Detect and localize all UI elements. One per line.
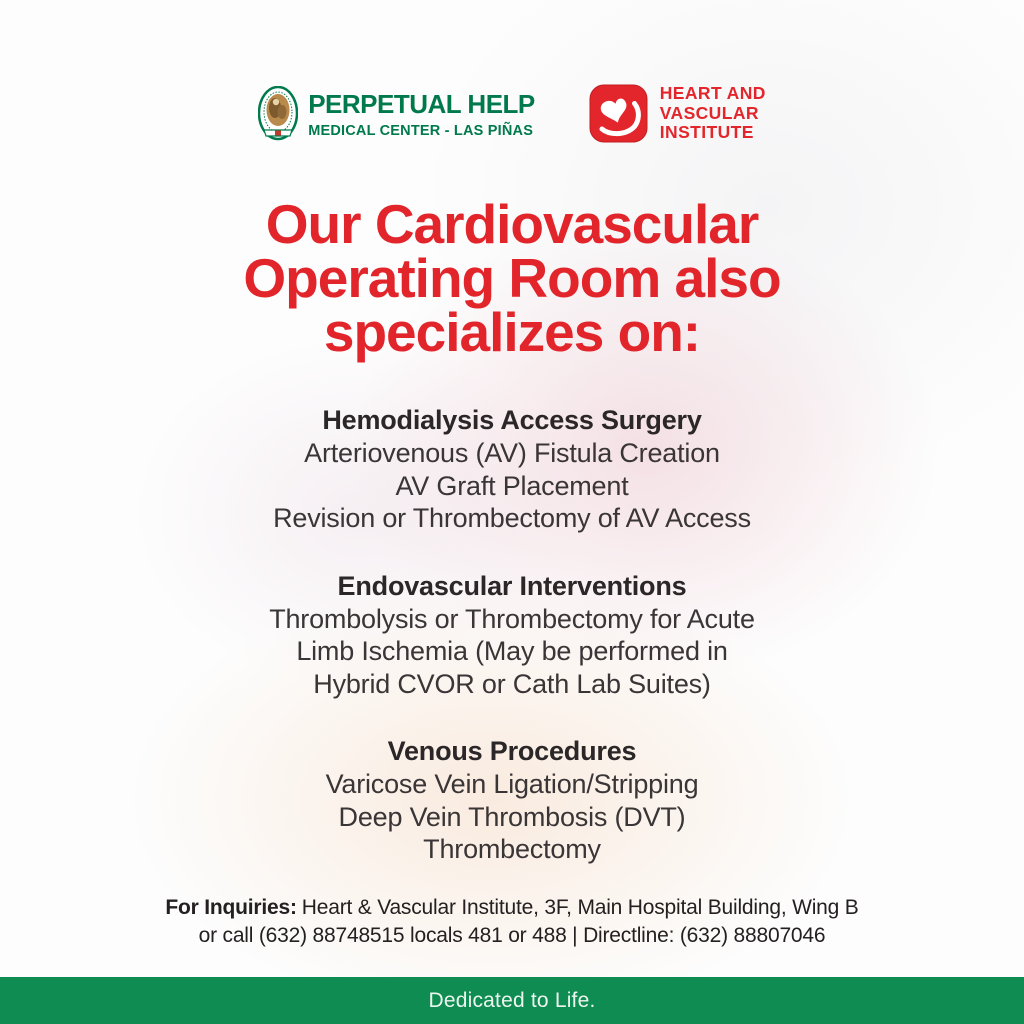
- headline-line: Operating Room also: [243, 247, 781, 309]
- heart-vascular-logo: [589, 84, 766, 143]
- inquiries-label: For Inquiries:: [165, 896, 297, 919]
- heart-vascular-logo-text: [660, 84, 766, 143]
- headline-line: specializes on:: [323, 301, 701, 363]
- perpetual-help-subtitle: MEDICAL CENTER - LAS PIÑAS: [308, 122, 534, 139]
- service-sections: [0, 404, 1024, 901]
- section-venous-procedures: [0, 735, 1024, 866]
- section-item: Deep Vein Thrombosis (DVT): [338, 801, 686, 832]
- tagline-text: Dedicated to Life.: [428, 988, 596, 1012]
- perpetual-help-logo: [258, 86, 535, 142]
- section-item: Thrombectomy: [423, 834, 601, 864]
- perpetual-help-name: PERPETUAL HELP: [308, 88, 535, 119]
- section-hemodialysis-access-surgery: [0, 404, 1024, 535]
- headline: [0, 193, 1024, 363]
- perpetual-help-seal-icon: [258, 86, 298, 142]
- section-item: Arteriovenous (AV) Fistula Creation: [304, 438, 720, 468]
- section-title: Endovascular Interventions: [337, 570, 687, 601]
- headline-line: Our Cardiovascular: [265, 193, 759, 255]
- inquiries-line1: [0, 894, 1024, 922]
- inquiries-footer: [0, 894, 1024, 950]
- section-item: AV Graft Placement: [395, 470, 629, 501]
- tagline-bar: [0, 977, 1024, 1024]
- heart-vascular-icon: [589, 84, 648, 143]
- section-item: Thrombolysis or Thrombectomy for Acute: [269, 603, 755, 634]
- section-title: Venous Procedures: [387, 736, 637, 766]
- section-item: Revision or Thrombectomy of AV Access: [273, 503, 751, 533]
- section-endovascular-interventions: [0, 570, 1024, 701]
- heart-vascular-line: HEART AND: [659, 83, 766, 104]
- section-item: Limb Ischemia (May be performed in: [296, 636, 728, 666]
- heart-vascular-line: VASCULAR: [659, 102, 759, 123]
- section-item: Varicose Vein Ligation/Stripping: [325, 769, 699, 799]
- section-title: Hemodialysis Access Surgery: [322, 405, 702, 435]
- inquiries-address: Heart & Vascular Institute, 3F, Main Hospital Building, Wing B: [301, 896, 859, 919]
- heart-vascular-line: INSTITUTE: [659, 122, 754, 143]
- section-item: Hybrid CVOR or Cath Lab Suites): [313, 668, 711, 699]
- logos-row: [0, 84, 1024, 143]
- perpetual-help-logo-text: [308, 89, 535, 139]
- inquiries-line2: or call (632) 88748515 locals 481 or 488 | Directline: (632) 88807046: [198, 924, 826, 947]
